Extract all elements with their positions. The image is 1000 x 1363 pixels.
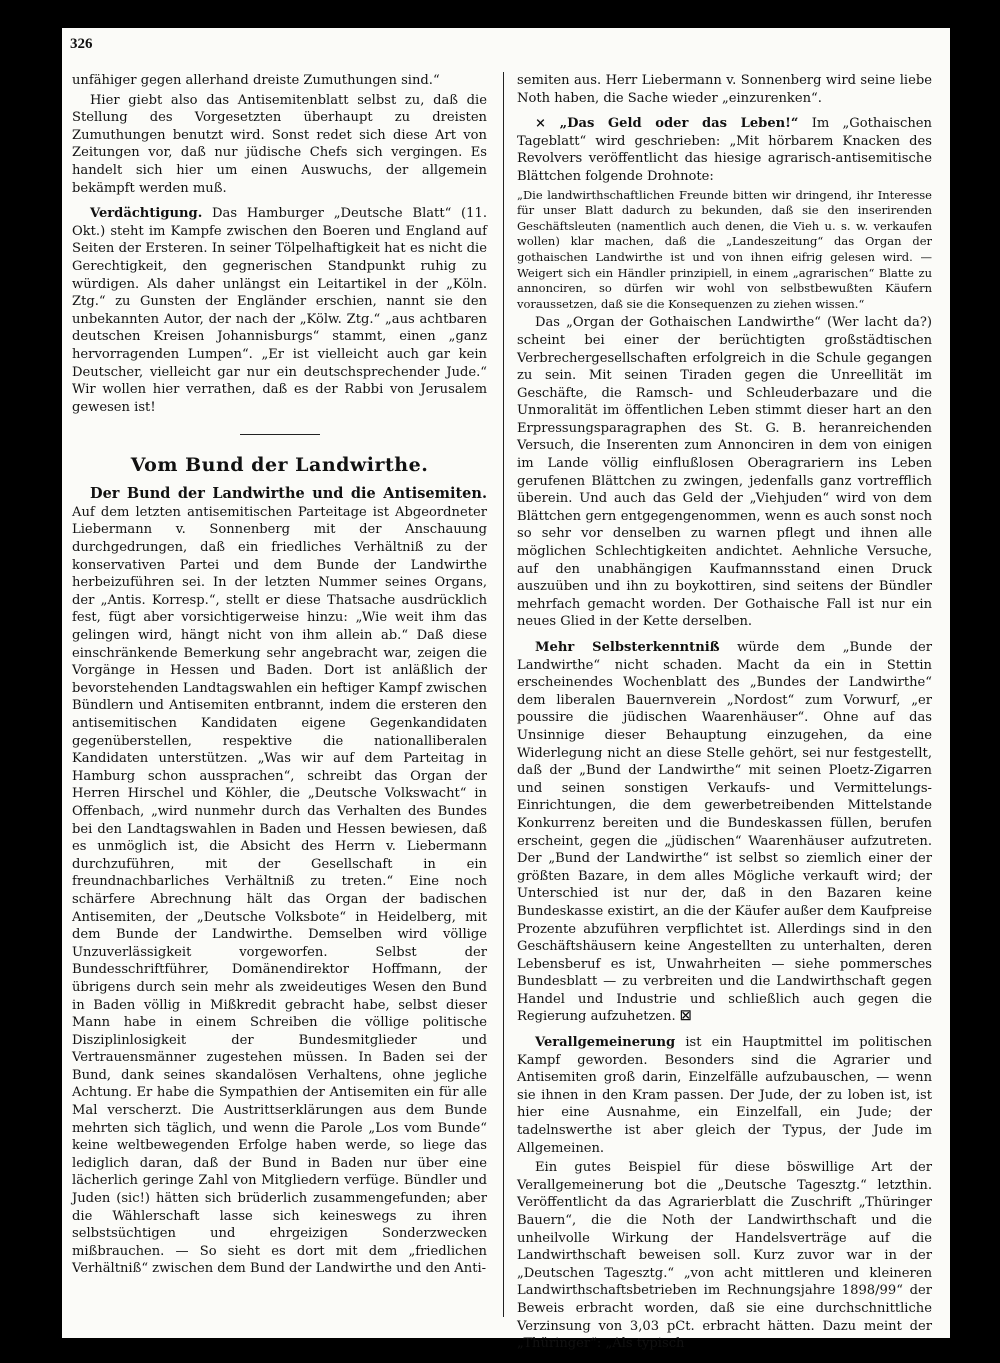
paragraph: Das „Organ der Gothaischen Landwirthe“ (Wer lacht da?) scheint bei einer der berüchtigten großstädtischen Verbrechergesellschaften erfolgreich in die Schule gegangen zu sein. Mit seinen Tiraden gegen die Unreellität im Geschäfte, die Ramsch- und Schleuderbazare und die Unmoralität im öffentlichen Leben stimmt dieser hart an den Erpressungsparagraphen des St. G. B. heranreichenden Versuch, die Inserenten zum Annonciren in dem von einigen im Lande völlig einflußlosen Oberagrariern ins Leben gerufenen Blättchen zu zwingen, jedenfalls ganz vortrefflich überein. Und auch das Geld der „Viehjuden“ wird von dem Blättchen gern entgegengenommen, wenn es auch sonst noch so sehr vor denselben zu warnen pflegt und ihnen alle möglichen Schlechtigkeiten andichtet. Aehnliche Versuche, auf den unabhängigen Kaufmannsstand einen Druck auszuüben und ihn zu boykottiren, sind seitens der Bündler mehrfach gemacht worden. Der Gothaische Fall ist nur ein neues Glied in der Kette derselben. [517, 315, 932, 630]
article-heading: Mehr Selbsterkenntniß [535, 640, 720, 655]
quoted-note: „Die landwirthschaftlichen Freunde bitten wir dringend, ihr Interesse für unser Blatt dadurch zu bekunden, daß sie den inserirenden Geschäftsleuten (namentlich auch denen, die Vieh u. s. w. verkaufen wollen) klar machen, daß die „Landeszeitung“ das Organ der gothaischen Landwirthe ist und von ihnen eifrig gelesen wird. — Weigert sich ein Händler prinzipiell, in einem „agrarischen“ Blatte zu annonciren, so dürfen wir wohl von selbstbewußten Käufern voraussetzen, daß sie die Konsequenzen zu ziehen wissen.“ [517, 187, 932, 311]
article-geld-oder-leben [517, 115, 932, 185]
article-heading: × „Das Geld oder das Leben!“ [535, 116, 799, 132]
paragraph: Hier giebt also das Antisemitenblatt selbst zu, daß die Stellung des Vorgesetzten überhaupt zu dreisten Zumuthungen benutzt wird. Sonst redet sich diese Art von Zeitungen vor, daß nur jüdische Chefs sich vergingen. Es handelt sich hier um einen Auswuchs, der allgemein bekämpft werden muß. [72, 92, 487, 196]
right-column [517, 72, 932, 1355]
left-column [72, 72, 487, 1280]
article-heading: Der Bund der Landwirthe und die Antisemiten. [90, 485, 487, 503]
article-verallgemeinerung [517, 1034, 932, 1157]
paragraph: Ein gutes Beispiel für diese böswillige Art der Verallgemeinerung bot die „Deutsche Tagesztg.“ letzthin. Veröffentlicht da das Agrarierblatt die Zuschrift „Thüringer Bauern“, die die Noth der Landwirthschaft und die unheilvolle Wirkung der Handelsverträge auf die Landwirthschaft beweisen soll. Kurz zuvor war in der „Deutschen Tagesztg.“ „von acht mittleren und kleineren Landwirthschaftsbetrieben im Rechnungsjahre 1898/99“ der Beweis erbracht worden, daß sie eine durchschnittliche Verzinsung von 3,03 pCt. erbracht hätten. Dazu meint der „Thüringer“: „Als typisch [517, 1160, 932, 1352]
article-body: Auf dem letzten antisemitischen Parteitage ist Abgeordneter Liebermann v. Sonnenberg mit der Anschauung durchgedrungen, daß ein friedliches Verhältniß zu der konservativen Partei und dem Bunde der Landwirthe herbeizuführen sei. In der letzten Nummer seines Organs, der „Antis. Korresp.“, stellt er diese Thatsache ausdrücklich fest, fügt aber vorsichtigerweise hinzu: „Wie weit ihm das gelingen wird, hängt nicht von ihm allein ab.“ Daß diese einschränkende Bemerkung sehr angebracht war, zeigen die Vorgänge in Hessen und Baden. Dort ist anläßlich der bevorstehenden Landtagswahlen ein heftiger Kampf zwischen Bündlern und Antisemiten entbrannt, indem die ersteren den antisemitischen Kandidaten eigene Gegenkandidaten gegenüberstellen, respektive die nationalliberalen Kandidaten unterstützen. „Was wir auf dem Parteitag in Hamburg schon aussprachen“, schreibt das Organ der Herren Hirschel und Köhler, die „Deutsche Volkswacht“ in Offenbach, „wird nunmehr durch das Verhalten des Bundes bei den Landtagswahlen in Baden und Hessen bewiesen, daß es unmöglich ist, die Absicht des Herrn v. Liebermann durchzuführen, mit der Gesellschaft in ein freundnachbarliches Verhältniß zu treten.“ Eine noch schärfere Abrechnung hält das Organ der badischen Antisemiten, der „Deutsche Volksbote“ in Heidelberg, mit dem Bunde der Landwirthe. Demselben wird völlige Unzuverlässigkeit vorgeworfen. Selbst der Bundesschriftführer, Domänendirektor Hoffmann, der übrigens durch sein mehr als zweideutiges Wesen den Bund in Baden völlig in Mißkredit gebracht habe, selbst dieser Mann habe in einem Schreiben die völlige politische Disziplinlosigkeit der Bundesmitglieder und Vertrauensmänner zugestehen müssen. In Baden sei der Bund, dank seines skandalösen Verhaltens, ohne jegliche Achtung. Er habe die Sympathien der Antisemiten ein für alle Mal verscherzt. Die Austrittserklärungen aus dem Bunde mehrten sich täglich, und wenn die Parole „Los vom Bunde“ keine weltbewegenden Erfolge haben werde, so liege das lediglich daran, daß der Bund in Baden nur über eine lächerlich geringe Zahl von Mitgliedern verfüge. Bündler und Juden (sic!) hätten sich brüderlich zusammengefunden; aber die Wählerschaft lasse sich keineswegs zu ihren selbstsüchtigen und ehrgeizigen Sonderzwecken mißbrauchen. — So sieht es dort mit dem „friedlichen Verhältniß“ zwischen dem Bund der Landwirthe und den Anti- [72, 504, 487, 1277]
article-heading: Verdächtigung. [90, 206, 203, 222]
article-body: Im „Gothaischen Tageblatt“ wird geschrieben: „Mit hörbarem Knacken des Revolvers veröffentlicht das hiesige agrarisch-antisemitische Blättchen folgende Drohnote: [517, 116, 932, 184]
page-number: 326 [70, 36, 93, 52]
article-body: Das Hamburger „Deutsche Blatt“ (11. Okt.) steht im Kampfe zwischen den Boeren und England auf Seiten der Ersteren. In seiner Tölpelhaftigkeit hat es nicht die Gerechtigkeit, den gegnerischen Standpunkt ruhig zu würdigen. Als daher unlängst ein Leitartikel in der „Köln. Ztg.“ zu Gunsten der Engländer erschien, nannt sie den unbekannten Autor, der nach der „Kölw. Ztg.“ „aus achtbaren deutschen Kreisen Johannisburgs“ stammt, einen „ganz hervorragenden Lumpen“. „Er ist vielleicht auch gar kein Deutscher, vielleicht gar nur ein deutschsprechender Jude.“ Wir wollen hier verrathen, daß es der Rabbi von Jerusalem gewesen ist! [72, 206, 487, 415]
end-mark: ☒ [679, 1009, 692, 1025]
section-title: Vom Bund der Landwirthe. [130, 454, 429, 477]
article-bund-antisemiten [72, 485, 487, 1278]
article-body: ist ein Hauptmittel im politischen Kampf geworden. Besonders sind die Agrarier und Antisemiten groß darin, Einzelfälle aufzubauschen, — wenn sie ihnen in den Kram passen. Der Jude, der zu loben ist, ist hier eine Ausnahme, ein Einzelfall, ein Jude; der tadelnswerthe ist aber gleich der Typus, der Jude im Allgemeinen. [517, 1035, 932, 1156]
column-divider [503, 72, 504, 1317]
paragraph: unfähiger gegen allerhand dreiste Zumuthungen sind.“ [72, 73, 440, 88]
newspaper-page [62, 28, 950, 1352]
article-body: würde dem „Bunde der Landwirthe“ nicht schaden. Macht da ein in Stettin erscheinendes Wochenblatt des „Bundes der Landwirthe“ dem liberalen Bauernverein „Nordost“ zum Vorwurf, „er poussire die jüdischen Waarenhäuser“. Ohne auf das Unsinnige dieser Behauptung einzugehen, da eine Widerlegung nicht an diese Stelle gehört, sei nur festgestellt, daß der „Bund der Landwirthe“ mit seinen Ploetz-Zigarren und seinen sonstigen Verkaufs- und Vermittelungs-Einrichtungen, die dem gewerbetreibenden Mittelstande Konkurrenz bereiten und die Bundeskassen füllen, berufen erscheint, gegen die „jüdischen“ Waarenhäuser aufzutreten. Der „Bund der Landwirthe“ ist selbst so ziemlich einer der größten Bazare, in dem alles Mögliche verkauft wird; der Unterschied ist nur der, daß in den Bazaren keine Bundeskasse existirt, an die der Käufer außer dem Kaufpreise Prozente abzuführen verpflichtet ist. Allerdings sind in den Geschäftshäusern keine Angestellten zu unterhalten, deren Lebensberuf es ist, Unwahrheiten — siehe pommersches Bundesblatt — zu verbreiten und die Landwirthschaft gegen Handel und Industrie und schließlich auch gegen die Regierung aufzuhetzen. [517, 640, 932, 1025]
section-divider [240, 434, 320, 435]
article-selbsterkenntniss [517, 639, 932, 1026]
article-verdaechtigung [72, 205, 487, 416]
paragraph: semiten aus. Herr Liebermann v. Sonnenberg wird seine liebe Noth haben, die Sache wieder „einzurenken“. [517, 73, 932, 106]
article-heading: Verallgemeinerung [535, 1035, 676, 1051]
